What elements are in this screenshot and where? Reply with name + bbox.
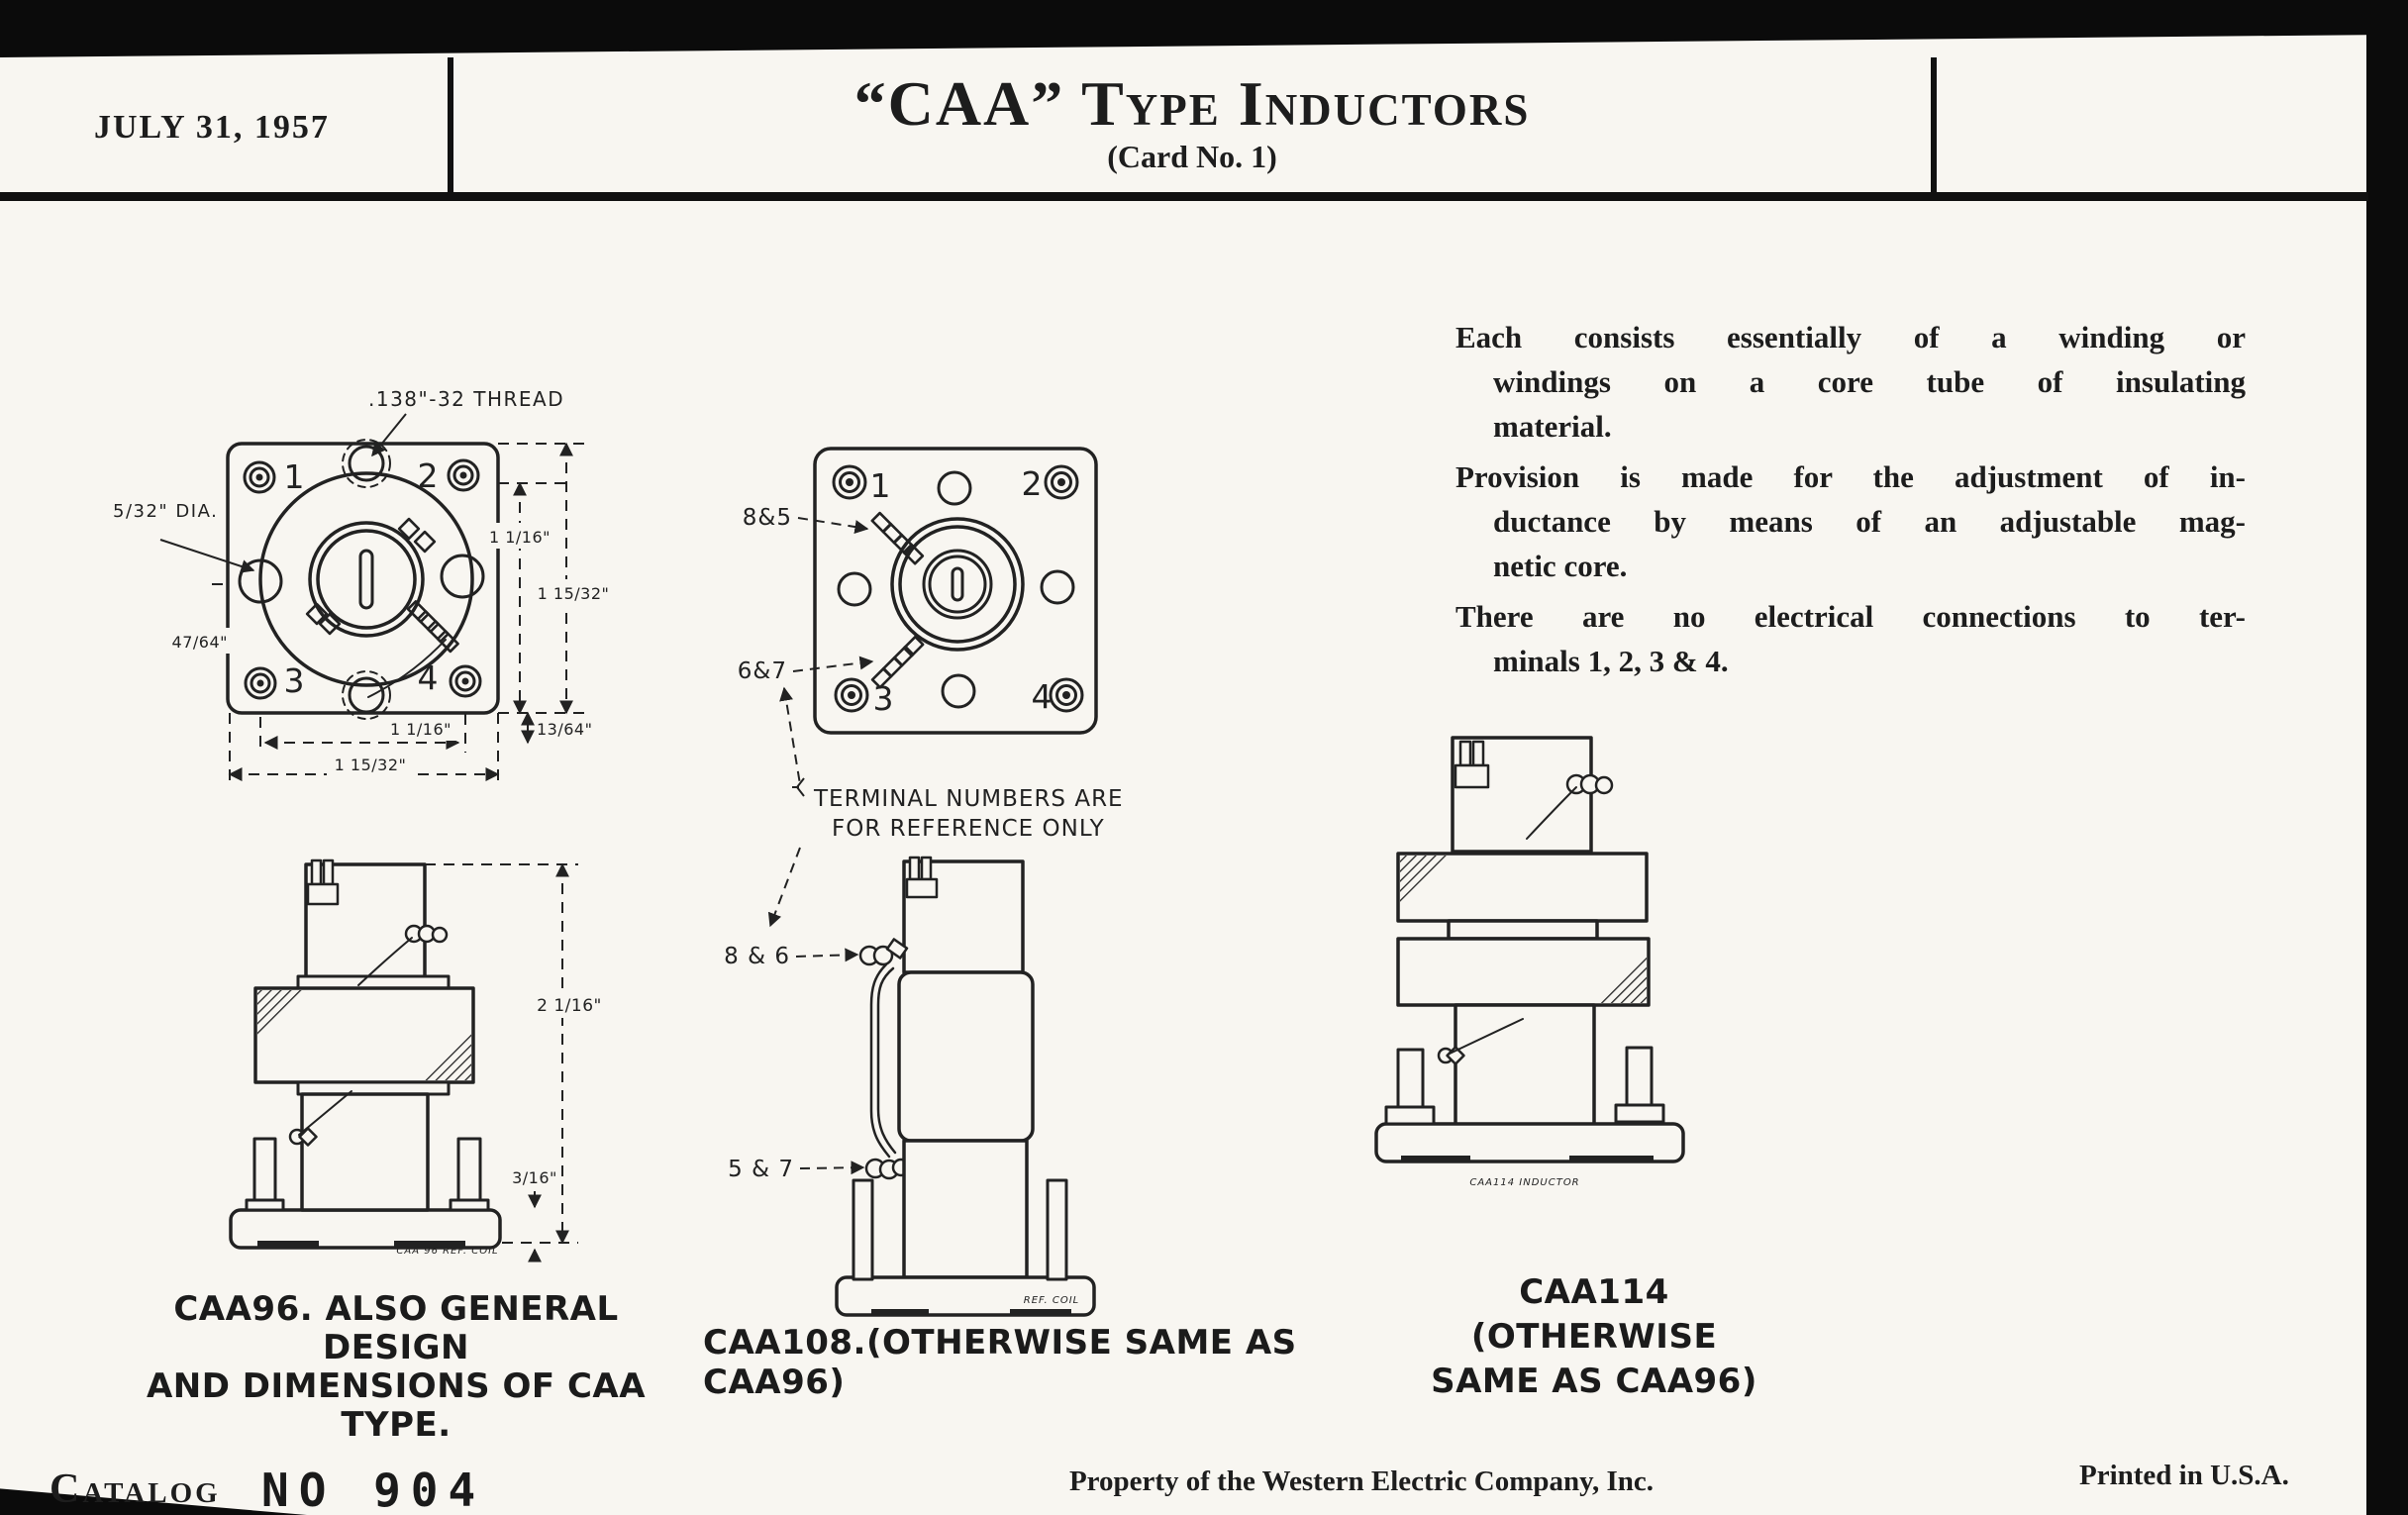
caa96-side-outline (231, 860, 500, 1248)
paragraph-adjustment: Provision is made for the adjustment of in- ductance by means of an adjustable mag- netic core. (1455, 459, 2246, 583)
caa96-top-view-drawing (109, 376, 644, 817)
issue-date: JULY 31, 1957 (94, 109, 330, 146)
scan-black-strip-right (2366, 0, 2408, 1515)
terminal-number-1: 1 (283, 457, 305, 496)
catalog-number-stamp: NO 904 (261, 1464, 486, 1515)
dim-stud-height: 3/16" (512, 1168, 557, 1187)
terminal-number-2: 2 (1021, 464, 1043, 503)
property-notice: Property of the Western Electric Company, Inc. (1068, 1465, 1655, 1497)
caa108-side-outline (837, 858, 1094, 1315)
caa96-side-view-drawing (218, 847, 653, 1287)
terminal-note-line2: FOR REFERENCE ONLY (832, 816, 1105, 842)
scan-black-band-top (0, 0, 2408, 57)
dim-right-inner: 1 1/16" (488, 528, 552, 547)
description-paragraphs (1455, 315, 2246, 689)
header-divider-right (1931, 57, 1937, 196)
header-divider-left (448, 57, 453, 196)
terminal-number-2: 2 (417, 456, 439, 495)
caption-caa96: CAA96. ALSO GENERAL DESIGN AND DIMENSIONS OF CAA TYPE. (146, 1289, 647, 1445)
lug-label-5-7: 5 & 7 (728, 1157, 794, 1182)
lug-label-8-5: 8&5 (742, 505, 792, 531)
header-rule (0, 192, 2368, 201)
catalog-label: Catalog (50, 1466, 221, 1512)
hole-diameter-label: 5/32" DIA. (113, 501, 219, 522)
terminal-note-line1: TERMINAL NUMBERS ARE (814, 786, 1124, 812)
caption-caa114: CAA114 (OTHERWISE SAME AS CAA96) (1431, 1272, 1757, 1401)
printed-in-usa: Printed in U.S.A. (2079, 1460, 2289, 1491)
caa108-top-outline (815, 449, 1096, 733)
dim-left: 47/64" (171, 633, 228, 652)
terminal-number-3: 3 (283, 661, 305, 700)
paragraph-terminals: There are no electrical connections to ter- minals 1, 2, 3 & 4. (1455, 599, 2246, 678)
caa96-ref-text: CAA 96 REF. COIL (396, 1246, 499, 1257)
caa108-drawing (683, 436, 1238, 1332)
caption-caa108: CAA108.(OTHERWISE SAME AS CAA96) (703, 1323, 1297, 1402)
caa114-ref-text: CAA114 INDUCTOR (1469, 1177, 1580, 1188)
paragraph-winding: Each consists essentially of a winding or windings on a core tube of insulating material. (1455, 320, 2246, 444)
terminal-number-3: 3 (872, 679, 894, 718)
dim-right-outer: 1 15/32" (537, 584, 610, 603)
terminal-number-4: 4 (417, 658, 439, 697)
thread-label: .138"-32 THREAD (368, 387, 565, 411)
page-title: “CAA” Type Inductors (853, 68, 1531, 139)
dim-bottom-outer: 1 15/32" (334, 756, 407, 774)
caa108-ref-text: REF. COIL (1023, 1295, 1080, 1306)
caa114-side-view-drawing (1366, 728, 1792, 1203)
lug-label-6-7: 6&7 (737, 658, 787, 684)
caa114-outline (1376, 738, 1683, 1162)
header-title-block (455, 68, 1929, 175)
card-number: (Card No. 1) (1107, 139, 1277, 174)
dim-total-height: 2 1/16" (537, 996, 602, 1016)
dim-bottom-inner: 1 1/16" (389, 720, 452, 739)
terminal-number-4: 4 (1031, 677, 1053, 716)
lug-label-8-6: 8 & 6 (724, 944, 790, 969)
dim-corner: 13/64" (537, 720, 593, 739)
terminal-number-1: 1 (869, 466, 891, 505)
